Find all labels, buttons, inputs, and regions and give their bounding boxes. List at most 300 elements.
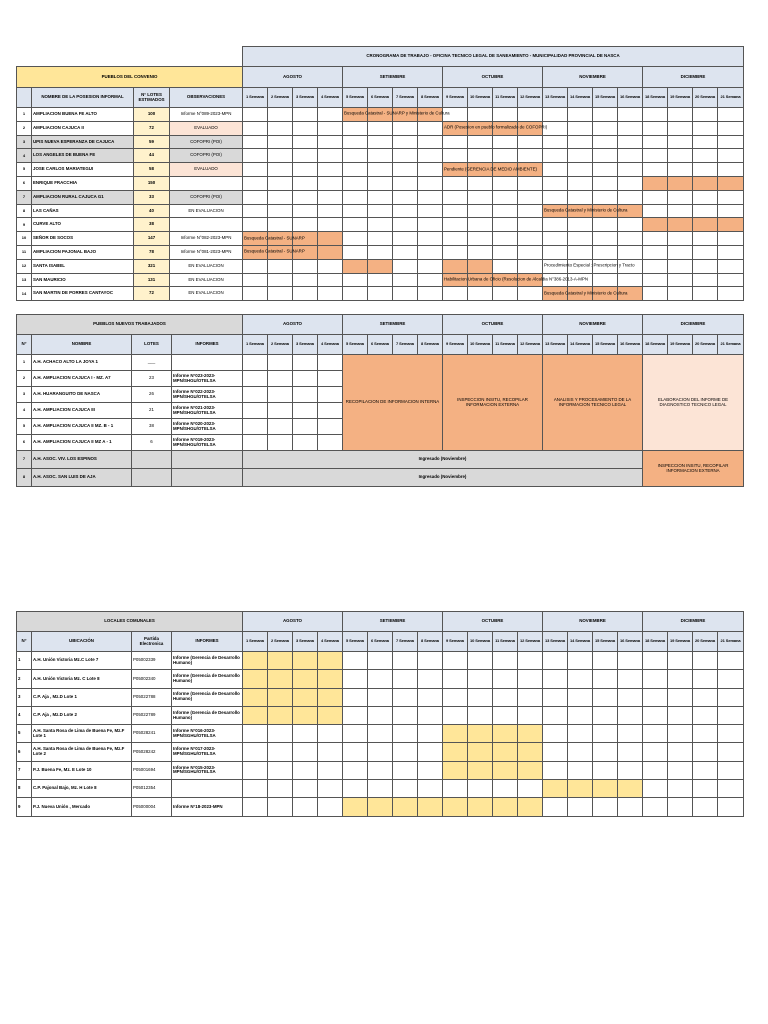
pueblo-name: A.H. AMPLIACION CAJUCA II MZ. B - 1 — [32, 419, 132, 435]
schedule-cell — [568, 798, 593, 816]
schedule-cell — [543, 761, 568, 779]
table-row — [17, 761, 744, 779]
schedule-cell — [243, 273, 268, 287]
schedule-cell — [393, 688, 418, 706]
schedule-cell — [643, 204, 668, 218]
schedule-note: Pendiente (GERENCIA DE MEDIO AMBIENTE) — [444, 166, 537, 172]
schedule-cell — [268, 121, 293, 135]
schedule-cell — [568, 108, 593, 122]
schedule-cell — [718, 688, 744, 706]
row-number: 6 — [17, 435, 32, 451]
week-header: 16 Semana — [618, 88, 643, 108]
schedule-cell — [543, 149, 568, 163]
schedule-cell — [293, 273, 318, 287]
week-header: 6 Semana — [368, 632, 393, 652]
schedule-cell — [318, 387, 343, 403]
schedule-cell — [593, 245, 618, 259]
observacion: EVALUADO — [170, 163, 243, 177]
schedule-cell — [668, 135, 693, 149]
schedule-cell — [718, 108, 744, 122]
ubicacion: C.P. Aja , Mz.D Lote 2 — [32, 706, 132, 724]
pueblo-name: A.H. HUARANGUITO DE NASCA — [32, 387, 132, 403]
schedule-cell — [493, 761, 518, 779]
schedule-cell — [693, 218, 718, 232]
month-diciembre: DICIEMBRE — [643, 315, 744, 335]
schedule-cell — [343, 688, 368, 706]
schedule-cell — [593, 743, 618, 761]
schedule-cell — [368, 135, 393, 149]
schedule-cell — [668, 652, 693, 670]
week-header: 18 Semana — [643, 632, 668, 652]
month-diciembre: DICIEMBRE — [643, 67, 744, 88]
schedule-cell — [643, 743, 668, 761]
schedule-cell — [593, 688, 618, 706]
row-number: 1 — [17, 108, 32, 122]
schedule-cell — [543, 780, 568, 798]
schedule-cell — [393, 190, 418, 204]
schedule-cell — [668, 259, 693, 273]
schedule-cell — [493, 688, 518, 706]
row-number: 2 — [17, 371, 32, 387]
schedule-cell — [368, 259, 393, 273]
month-octubre: OCTUBRE — [443, 67, 543, 88]
schedule-cell — [618, 670, 643, 688]
week-header: 21 Semana — [718, 632, 744, 652]
schedule-cell — [293, 355, 318, 371]
week-header: 21 Semana — [718, 335, 744, 355]
schedule-cell — [443, 688, 468, 706]
schedule-cell — [318, 435, 343, 451]
week-header: 19 Semana — [668, 335, 693, 355]
schedule-cell — [393, 232, 418, 246]
schedule-cell — [593, 176, 618, 190]
lotes-value: 44 — [134, 149, 170, 163]
schedule-cell — [443, 706, 468, 724]
schedule-cell — [493, 176, 518, 190]
schedule-cell — [693, 798, 718, 816]
schedule-cell — [443, 670, 468, 688]
week-header: 8 Semana — [418, 335, 443, 355]
schedule-cell — [443, 121, 548, 135]
schedule-cell — [593, 798, 618, 816]
observacion: COFOPRI (POI) — [170, 190, 243, 204]
col-inf-header: INFORMES — [172, 335, 243, 355]
week-header: 9 Semana — [443, 88, 468, 108]
schedule-note: Busqueda Catastral y Ministerio de Cultura — [544, 207, 628, 213]
schedule-cell — [293, 725, 318, 743]
week-header: 9 Semana — [443, 335, 468, 355]
schedule-cell — [468, 287, 493, 301]
month-octubre: OCTUBRE — [443, 612, 543, 632]
schedule-cell — [693, 135, 718, 149]
schedule-cell — [668, 798, 693, 816]
schedule-cell — [693, 706, 718, 724]
schedule-cell — [468, 204, 493, 218]
schedule-cell — [693, 652, 718, 670]
pueblo-name: A.H. AMPLIACION CAJUCA I - MZ. A7 — [32, 371, 132, 387]
row-number: 4 — [17, 403, 32, 419]
schedule-cell — [368, 287, 393, 301]
schedule-cell — [618, 725, 643, 743]
locales-comunales-table — [16, 611, 744, 817]
table-row — [17, 176, 744, 190]
table-row — [17, 121, 744, 135]
schedule-cell — [518, 108, 543, 122]
schedule-cell — [518, 287, 543, 301]
schedule-cell — [693, 780, 718, 798]
schedule-cell — [243, 761, 268, 779]
schedule-cell — [368, 652, 393, 670]
week-header: 21 Semana — [718, 88, 744, 108]
schedule-cell — [593, 190, 618, 204]
table-row — [17, 259, 744, 273]
schedule-cell — [493, 725, 518, 743]
schedule-note: ADR (Posesion en pueblo formalizado de COFOPRI) — [444, 124, 548, 130]
observacion: COFOPRI (POI) — [170, 149, 243, 163]
table-row — [17, 652, 744, 670]
schedule-cell — [643, 176, 668, 190]
schedule-cell — [468, 218, 493, 232]
row-number: 1 — [17, 652, 32, 670]
week-header: 13 Semana — [543, 88, 568, 108]
phase-recopilacion: RECOPILACION DE INFORMACION INTERNA — [343, 355, 443, 451]
schedule-cell — [543, 688, 568, 706]
schedule-cell — [618, 218, 643, 232]
week-header: 5 Semana — [343, 88, 368, 108]
row-number: 13 — [17, 273, 32, 287]
ingresado-label: Ingresado (Noviembre) — [243, 451, 643, 469]
schedule-cell — [393, 652, 418, 670]
schedule-cell — [243, 355, 268, 371]
schedule-cell — [343, 232, 368, 246]
schedule-cell — [493, 108, 518, 122]
group-header: PUEBLOS DEL CONVENIO — [17, 67, 243, 88]
schedule-cell — [643, 149, 668, 163]
schedule-cell — [468, 259, 493, 273]
schedule-cell — [268, 798, 293, 816]
schedule-cell — [368, 121, 393, 135]
schedule-cell — [668, 287, 693, 301]
schedule-cell — [268, 287, 293, 301]
table-row — [17, 451, 744, 469]
lotes-value: 40 — [134, 204, 170, 218]
observacion: EN EVALUACION — [170, 204, 243, 218]
schedule-cell — [568, 245, 593, 259]
schedule-cell — [368, 706, 393, 724]
schedule-cell — [618, 135, 643, 149]
week-header: 1 Semana — [243, 632, 268, 652]
schedule-cell — [718, 218, 744, 232]
row-number: 11 — [17, 245, 32, 259]
schedule-cell — [318, 355, 343, 371]
schedule-cell — [593, 670, 618, 688]
col-n-header: N° — [17, 632, 32, 652]
informe: Informe N°019-2023-MPN/SHGU/OTELSA — [172, 435, 243, 451]
lotes-value: 23 — [132, 371, 172, 387]
schedule-cell — [393, 706, 418, 724]
schedule-cell — [618, 108, 643, 122]
observacion: EVALUADO — [170, 121, 243, 135]
schedule-cell — [418, 121, 443, 135]
partida-electronica: P05022788 — [132, 688, 172, 706]
schedule-cell — [543, 218, 568, 232]
row-number: 12 — [17, 259, 32, 273]
schedule-cell — [368, 218, 393, 232]
schedule-cell — [718, 245, 744, 259]
row-number: 2 — [17, 121, 32, 135]
schedule-cell — [343, 798, 368, 816]
schedule-cell — [543, 108, 568, 122]
schedule-cell — [393, 121, 418, 135]
lotes-value — [132, 451, 172, 469]
col-name-header: NOMBRE — [32, 335, 132, 355]
schedule-cell — [668, 176, 693, 190]
schedule-cell — [318, 245, 343, 259]
schedule-cell — [668, 218, 693, 232]
week-header: 5 Semana — [343, 335, 368, 355]
lotes-value: 6 — [132, 435, 172, 451]
schedule-cell — [593, 218, 618, 232]
schedule-cell — [543, 245, 568, 259]
schedule-cell — [418, 218, 443, 232]
week-header: 15 Semana — [593, 632, 618, 652]
row-number: 7 — [17, 761, 32, 779]
schedule-cell — [293, 163, 318, 177]
schedule-cell — [693, 176, 718, 190]
schedule-cell — [393, 725, 418, 743]
schedule-cell — [318, 688, 343, 706]
table-row — [17, 149, 744, 163]
schedule-cell — [543, 259, 635, 273]
schedule-cell — [543, 798, 568, 816]
schedule-cell — [593, 761, 618, 779]
schedule-cell — [443, 761, 468, 779]
schedule-cell — [293, 688, 318, 706]
schedule-cell — [593, 232, 618, 246]
week-header: 13 Semana — [543, 632, 568, 652]
schedule-cell — [493, 798, 518, 816]
posesion-name: AMPLIACION BUENA FE ALTO — [32, 108, 134, 122]
lotes-value: 21 — [132, 403, 172, 419]
posesion-name: LAS CAÑAS — [32, 204, 134, 218]
table-row — [17, 706, 744, 724]
week-header: 12 Semana — [518, 335, 543, 355]
schedule-cell — [593, 780, 618, 798]
schedule-cell — [643, 761, 668, 779]
schedule-cell — [468, 725, 493, 743]
week-header: 16 Semana — [618, 632, 643, 652]
schedule-cell — [418, 688, 443, 706]
schedule-cell — [668, 232, 693, 246]
schedule-cell — [443, 232, 468, 246]
schedule-cell — [643, 780, 668, 798]
schedule-cell — [518, 652, 543, 670]
table-row — [17, 245, 744, 259]
informe: Informe N°017-2023-MPN/SGHU/OTELSA — [172, 743, 243, 761]
schedule-cell — [243, 670, 268, 688]
lotes-value: 78 — [134, 245, 170, 259]
schedule-cell — [318, 798, 343, 816]
schedule-cell — [493, 259, 518, 273]
schedule-cell — [718, 163, 744, 177]
schedule-cell — [418, 245, 443, 259]
schedule-cell — [693, 108, 718, 122]
schedule-cell — [718, 232, 744, 246]
schedule-cell — [568, 176, 593, 190]
schedule-cell — [593, 121, 618, 135]
schedule-cell — [393, 149, 418, 163]
ingresado-label: Ingresado (Noviembre) — [243, 469, 643, 487]
schedule-cell — [268, 652, 293, 670]
schedule-cell — [243, 371, 268, 387]
schedule-cell — [593, 725, 618, 743]
schedule-cell — [443, 743, 468, 761]
week-header: 12 Semana — [518, 88, 543, 108]
schedule-cell — [418, 232, 443, 246]
schedule-cell — [443, 149, 468, 163]
schedule-cell — [693, 163, 718, 177]
schedule-cell — [318, 652, 343, 670]
schedule-cell — [618, 149, 643, 163]
table-row — [17, 273, 744, 287]
schedule-cell — [443, 780, 468, 798]
schedule-cell — [343, 108, 450, 122]
schedule-cell — [643, 652, 668, 670]
week-header: 15 Semana — [593, 335, 618, 355]
week-header: 18 Semana — [643, 88, 668, 108]
schedule-cell — [618, 688, 643, 706]
schedule-cell — [568, 780, 593, 798]
schedule-cell — [543, 743, 568, 761]
schedule-cell — [668, 121, 693, 135]
week-header: 1 Semana — [243, 335, 268, 355]
schedule-cell — [243, 108, 268, 122]
month-agosto: AGOSTO — [243, 67, 343, 88]
schedule-cell — [718, 190, 744, 204]
schedule-cell — [293, 706, 318, 724]
schedule-cell — [243, 403, 268, 419]
schedule-cell — [268, 176, 293, 190]
schedule-cell — [543, 176, 568, 190]
schedule-cell — [393, 273, 418, 287]
schedule-cell — [718, 149, 744, 163]
schedule-cell — [443, 204, 468, 218]
group-header: LOCALES COMUNALES — [17, 612, 243, 632]
week-header: 10 Semana — [468, 335, 493, 355]
col-name-header: NOMBRE DE LA POSESION INFORMAL — [32, 88, 134, 108]
schedule-cell — [343, 652, 368, 670]
month-setiembre: SETIEMBRE — [343, 315, 443, 335]
schedule-cell — [293, 798, 318, 816]
schedule-cell — [318, 121, 343, 135]
schedule-cell — [718, 761, 744, 779]
schedule-cell — [243, 149, 268, 163]
schedule-cell — [518, 706, 543, 724]
schedule-cell — [693, 259, 718, 273]
informe: Informe N°015-2023-MPN/SGHU/OTELSA — [172, 761, 243, 779]
table-row — [17, 725, 744, 743]
schedule-cell — [418, 725, 443, 743]
schedule-cell — [318, 273, 343, 287]
schedule-cell — [318, 761, 343, 779]
schedule-cell — [243, 725, 268, 743]
schedule-cell — [268, 670, 293, 688]
schedule-cell — [318, 163, 343, 177]
lotes-value: 131 — [134, 273, 170, 287]
schedule-cell — [518, 218, 543, 232]
schedule-cell — [468, 706, 493, 724]
posesion-name: SAN MAURICIO — [32, 273, 134, 287]
schedule-cell — [293, 780, 318, 798]
schedule-cell — [518, 135, 543, 149]
phase-inspeccion: INSPECCION INSITU, RECOPILAR INFORMACION EXTERNA — [443, 355, 543, 451]
schedule-cell — [468, 176, 493, 190]
schedule-cell — [468, 135, 493, 149]
schedule-cell — [493, 232, 518, 246]
schedule-cell — [618, 743, 643, 761]
ubicacion: A.H. Santa Rosa de Lima de Buena Fe, Mz.F Lote 1 — [32, 725, 132, 743]
schedule-cell — [343, 287, 368, 301]
week-header: 12 Semana — [518, 632, 543, 652]
schedule-cell — [618, 232, 643, 246]
schedule-cell — [268, 371, 293, 387]
schedule-cell — [668, 670, 693, 688]
schedule-cell — [418, 135, 443, 149]
schedule-cell — [693, 725, 718, 743]
schedule-cell — [418, 259, 443, 273]
informe: Informe (Gerencia de Desarrollo Humano) — [172, 688, 243, 706]
schedule-cell — [643, 232, 668, 246]
schedule-cell — [568, 652, 593, 670]
schedule-cell — [268, 435, 293, 451]
schedule-cell — [568, 163, 593, 177]
posesion-name: CURVE ALTO — [32, 218, 134, 232]
schedule-cell — [318, 218, 343, 232]
schedule-note: Busqueda Catastral - SUNARP — [244, 235, 305, 241]
schedule-cell — [643, 259, 668, 273]
schedule-cell — [268, 163, 293, 177]
schedule-cell — [618, 761, 643, 779]
schedule-cell — [443, 135, 468, 149]
schedule-cell — [293, 259, 318, 273]
schedule-cell — [268, 355, 293, 371]
schedule-cell — [418, 273, 443, 287]
schedule-cell — [718, 287, 744, 301]
schedule-cell — [293, 419, 318, 435]
col-lotes-header: N° LOTES ESTIMADOS — [134, 88, 170, 108]
schedule-cell — [393, 743, 418, 761]
schedule-cell — [243, 780, 268, 798]
table-row — [17, 190, 744, 204]
schedule-cell — [718, 259, 744, 273]
week-header: 3 Semana — [293, 335, 318, 355]
week-header: 20 Semana — [693, 88, 718, 108]
week-header: 7 Semana — [393, 632, 418, 652]
schedule-cell — [693, 149, 718, 163]
schedule-cell — [268, 780, 293, 798]
schedule-cell — [293, 287, 318, 301]
phase-analisis: ANALISIS Y PROCESAMIENTO DE LA INFORMACION TECNICO LEGAL — [543, 355, 643, 451]
schedule-cell — [593, 149, 618, 163]
schedule-cell — [393, 780, 418, 798]
month-noviembre: NOVIEMBRE — [543, 315, 643, 335]
schedule-cell — [268, 387, 293, 403]
schedule-cell — [318, 706, 343, 724]
schedule-note: Busqueda Catastral y Ministerio de Cultura — [544, 290, 628, 296]
schedule-cell — [443, 163, 537, 177]
row-number: 5 — [17, 419, 32, 435]
table-row — [17, 469, 744, 487]
